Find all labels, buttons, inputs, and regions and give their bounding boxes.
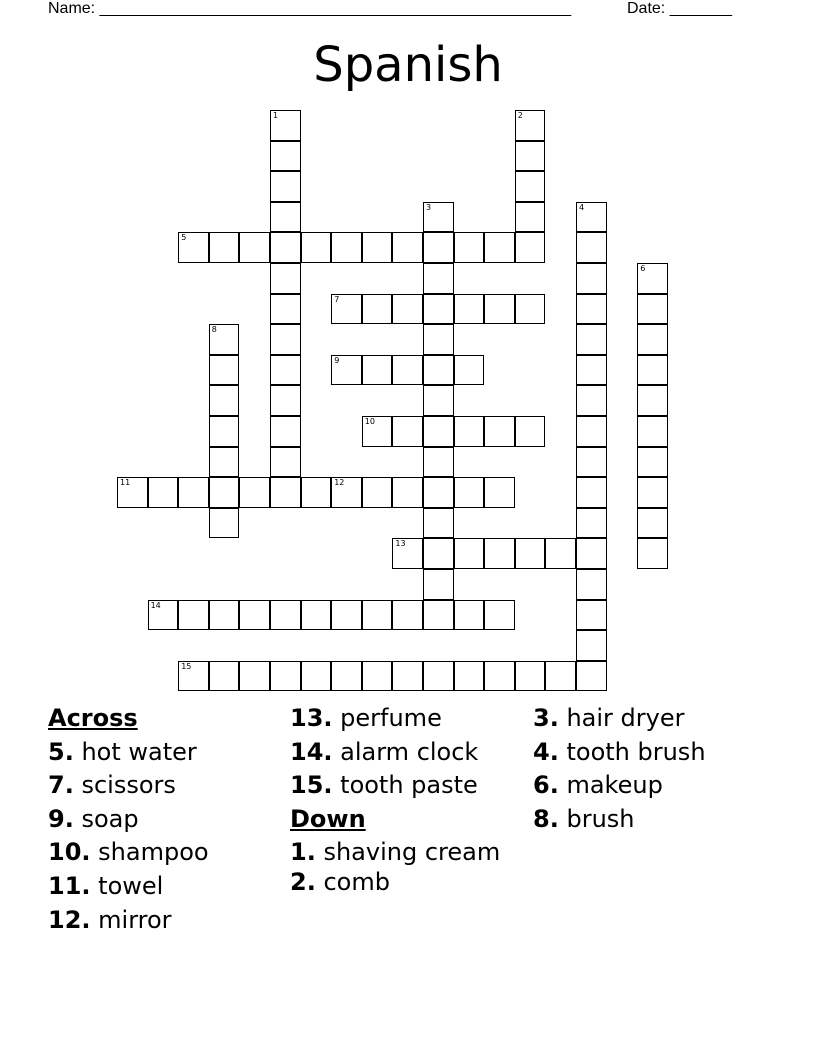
grid-cell[interactable] [270, 263, 301, 294]
grid-cell[interactable] [637, 477, 668, 508]
grid-cell[interactable] [637, 385, 668, 416]
grid-cell[interactable] [392, 661, 423, 692]
clue-number: 2 [517, 111, 523, 120]
clue-number: 9 [334, 355, 340, 365]
clue-number: 13 [395, 539, 406, 549]
grid-cell[interactable] [270, 355, 301, 386]
grid-cell[interactable] [270, 171, 301, 202]
grid-cell[interactable] [576, 294, 607, 325]
clue-number: 4 [579, 202, 585, 212]
grid-cell[interactable] [239, 661, 270, 692]
grid-cell[interactable] [423, 324, 454, 355]
grid-cell[interactable] [331, 232, 362, 263]
grid-cell[interactable] [576, 538, 607, 569]
page-title: Spanish [313, 37, 503, 93]
clues-column-3 [533, 702, 773, 836]
clue-number: 11 [120, 478, 131, 488]
grid-cell[interactable] [362, 416, 393, 447]
grid-cell[interactable] [637, 447, 668, 478]
grid-cell[interactable] [423, 232, 454, 263]
grid-cell[interactable] [392, 600, 423, 631]
clue-across-5: 5. hot water [48, 737, 197, 766]
grid-cell[interactable] [209, 661, 240, 692]
grid-cell[interactable] [423, 477, 454, 508]
grid-cell[interactable] [423, 294, 454, 325]
grid-cell[interactable] [362, 477, 393, 508]
grid-cell[interactable] [331, 355, 362, 386]
down-heading: Down [290, 804, 366, 833]
clue-down-3: 3. hair dryer [533, 704, 685, 732]
grid-cell[interactable] [637, 263, 668, 294]
grid-cell[interactable] [515, 661, 546, 692]
grid-cell[interactable] [270, 110, 301, 141]
grid-cell[interactable] [362, 661, 393, 692]
clue-number: 14 [150, 600, 161, 610]
clue-across-12: 12. mirror [48, 905, 172, 934]
grid-cell[interactable] [423, 385, 454, 416]
grid-cell[interactable] [515, 538, 546, 569]
grid-cell[interactable] [178, 661, 209, 692]
clue-across-9: 9. soap [48, 804, 139, 833]
grid-cell[interactable] [423, 202, 454, 233]
grid-cell[interactable] [178, 477, 209, 508]
grid-cell[interactable] [362, 232, 393, 263]
clue-across-15: 15. tooth paste [290, 771, 478, 800]
grid-cell[interactable] [209, 355, 240, 386]
grid-cell[interactable] [423, 661, 454, 692]
grid-cell[interactable] [270, 202, 301, 233]
clue-number: 3 [426, 202, 432, 212]
grid-cell[interactable] [515, 110, 546, 141]
grid-cell[interactable] [239, 600, 270, 631]
clue-down-4: 4. tooth brush [533, 737, 706, 766]
clues-column-1 [48, 702, 288, 937]
clue-number: 1 [273, 111, 279, 120]
grid-cell[interactable] [576, 661, 607, 692]
grid-cell[interactable] [423, 569, 454, 600]
grid-cell[interactable] [270, 294, 301, 325]
grid-cell[interactable] [270, 447, 301, 478]
grid-cell[interactable] [392, 477, 423, 508]
grid-cell[interactable] [331, 294, 362, 325]
grid-cell[interactable] [148, 600, 179, 631]
grid-cell[interactable] [576, 477, 607, 508]
grid-cell[interactable] [637, 416, 668, 447]
grid-cell[interactable] [484, 600, 515, 631]
grid-cell[interactable] [484, 661, 515, 692]
grid-cell[interactable] [515, 202, 546, 233]
grid-cell[interactable] [454, 232, 485, 263]
grid-cell[interactable] [576, 630, 607, 661]
grid-cell[interactable] [270, 232, 301, 263]
grid-cell[interactable] [209, 477, 240, 508]
grid-cell[interactable] [239, 477, 270, 508]
clue-number: 6 [640, 264, 646, 273]
clue-across-14: 14. alarm clock [290, 737, 479, 766]
grid-cell[interactable] [454, 600, 485, 631]
grid-cell[interactable] [484, 294, 515, 325]
clue-number: 5 [181, 233, 187, 243]
grid-cell[interactable] [515, 232, 546, 263]
grid-cell[interactable] [392, 355, 423, 386]
grid-cell[interactable] [545, 538, 576, 569]
name-field-label: Name: _____________________________________________________ [48, 0, 572, 17]
grid-cell[interactable] [637, 538, 668, 569]
grid-cell[interactable] [270, 416, 301, 447]
grid-cell[interactable] [362, 355, 393, 386]
grid-cell[interactable] [576, 232, 607, 263]
grid-cell[interactable] [576, 385, 607, 416]
grid-cell[interactable] [331, 600, 362, 631]
grid-cell[interactable] [576, 600, 607, 631]
grid-cell[interactable] [515, 171, 546, 202]
grid-cell[interactable] [209, 600, 240, 631]
clue-number: 7 [334, 294, 340, 304]
clue-down-1: 1. shaving cream [290, 838, 501, 867]
grid-cell[interactable] [515, 141, 546, 172]
grid-cell[interactable] [178, 232, 209, 263]
grid-cell[interactable] [484, 232, 515, 263]
grid-cell[interactable] [270, 477, 301, 508]
grid-cell[interactable] [362, 600, 393, 631]
grid-cell[interactable] [515, 416, 546, 447]
grid-cell[interactable] [576, 416, 607, 447]
grid-cell[interactable] [270, 324, 301, 355]
grid-cell[interactable] [117, 477, 148, 508]
grid-cell[interactable] [392, 294, 423, 325]
grid-cell[interactable] [423, 538, 454, 569]
grid-cell[interactable] [331, 661, 362, 692]
grid-cell[interactable] [576, 324, 607, 355]
clue-across-7: 7. scissors [48, 771, 176, 800]
grid-cell[interactable] [362, 294, 393, 325]
grid-cell[interactable] [454, 538, 485, 569]
grid-cell[interactable] [484, 538, 515, 569]
grid-cell[interactable] [454, 416, 485, 447]
grid-cell[interactable] [270, 385, 301, 416]
clue-number: 12 [334, 478, 345, 488]
date-field-label: Date: _______ [627, 0, 732, 17]
grid-cell[interactable] [301, 232, 332, 263]
clue-down-6: 6. makeup [533, 771, 663, 800]
grid-cell[interactable] [392, 416, 423, 447]
grid-cell[interactable] [637, 324, 668, 355]
grid-cell[interactable] [209, 232, 240, 263]
grid-cell[interactable] [423, 447, 454, 478]
grid-cell[interactable] [392, 538, 423, 569]
grid-cell[interactable] [637, 508, 668, 539]
grid-cell[interactable] [576, 202, 607, 233]
clue-down-8: 8. brush [533, 804, 635, 833]
grid-cell[interactable] [239, 232, 270, 263]
grid-cell[interactable] [484, 416, 515, 447]
grid-cell[interactable] [637, 294, 668, 325]
grid-cell[interactable] [576, 355, 607, 386]
clue-across-10: 10. shampoo [48, 838, 209, 867]
clues-column-2 [290, 702, 530, 900]
grid-cell[interactable] [545, 661, 576, 692]
grid-cell[interactable] [423, 263, 454, 294]
grid-cell[interactable] [423, 508, 454, 539]
grid-cell[interactable] [454, 355, 485, 386]
grid-cell[interactable] [270, 661, 301, 692]
clue-across-13: 13. perfume [290, 704, 442, 732]
grid-cell[interactable] [301, 661, 332, 692]
grid-cell[interactable] [423, 355, 454, 386]
grid-cell[interactable] [270, 141, 301, 172]
grid-cell[interactable] [576, 508, 607, 539]
grid-cell[interactable] [454, 661, 485, 692]
clue-number: 8 [211, 325, 217, 335]
clue-number: 15 [181, 661, 192, 671]
grid-cell[interactable] [576, 263, 607, 294]
grid-cell[interactable] [209, 508, 240, 539]
grid-cell[interactable] [209, 324, 240, 355]
grid-cell[interactable] [178, 600, 209, 631]
clue-across-11: 11. towel [48, 871, 164, 900]
grid-cell[interactable] [301, 600, 332, 631]
grid-cell[interactable] [576, 569, 607, 600]
grid-cell[interactable] [423, 600, 454, 631]
grid-cell[interactable] [209, 416, 240, 447]
grid-cell[interactable] [392, 232, 423, 263]
grid-cell[interactable] [209, 385, 240, 416]
grid-cell[interactable] [454, 477, 485, 508]
clue-down-2: 2. comb [290, 868, 390, 897]
clue-number: 10 [364, 417, 375, 426]
across-heading: Across [48, 704, 138, 732]
grid-cell[interactable] [515, 294, 546, 325]
grid-cell[interactable] [637, 355, 668, 386]
grid-cell[interactable] [454, 294, 485, 325]
grid-cell[interactable] [209, 447, 240, 478]
grid-cell[interactable] [576, 447, 607, 478]
grid-cell[interactable] [301, 477, 332, 508]
grid-cell[interactable] [484, 477, 515, 508]
grid-cell[interactable] [148, 477, 179, 508]
grid-cell[interactable] [270, 600, 301, 631]
grid-cell[interactable] [423, 416, 454, 447]
grid-cell[interactable] [331, 477, 362, 508]
